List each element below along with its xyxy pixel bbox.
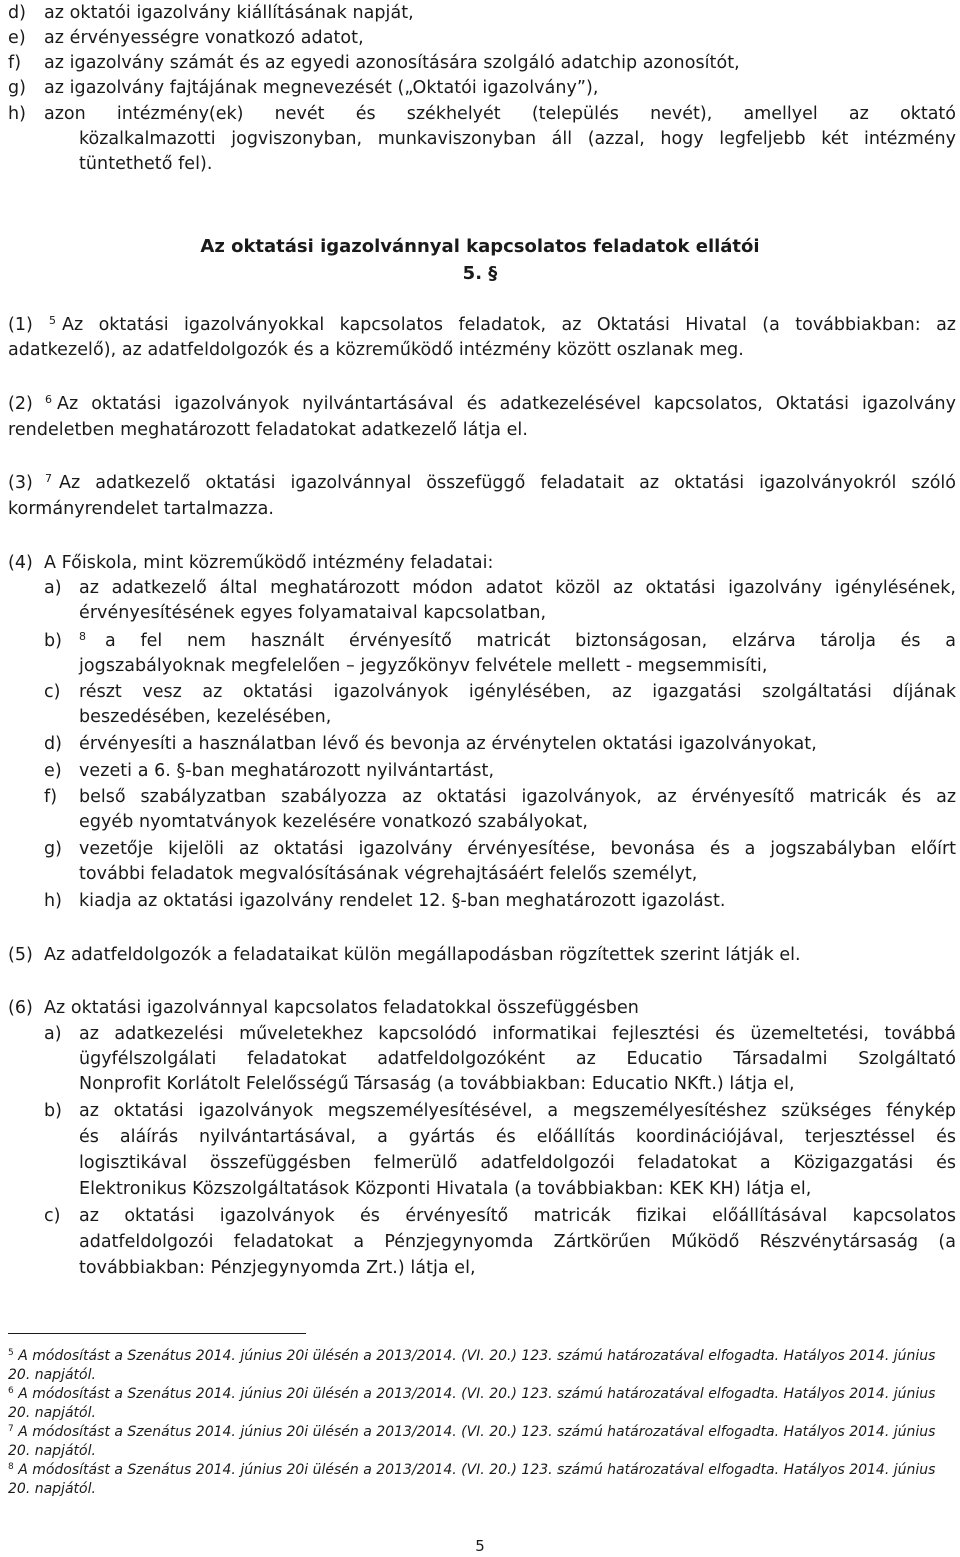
list-item-text: közalkalmazotti jogviszonyban, munkaviszonyban áll (azzal, hogy legfeljebb két intézmény [79,129,956,149]
list-item-text: az igazolvány fajtájának megnevezését („Oktatói igazolvány”), [44,78,599,98]
list-item-text: ügyfélszolgálati feladatokat adatfeldolgozóként az Educatio Társadalmi Szolgáltató [79,1049,956,1069]
list-item-text: jogszabályoknak megfelelően – jegyzőkönyv felvétele mellett - megsemmisíti, [79,656,768,676]
list-item-text: érvényesíti a használatban lévő és bevonja az érvénytelen oktatási igazolványokat, [79,734,817,754]
list-label: e) [8,28,26,48]
list-item-text: továbbiakban: Pénzjegynyomda Zrt.) látja el, [79,1258,476,1278]
list-label: f) [44,787,58,807]
list-item-text: tüntethető fel). [79,154,213,174]
list-label: b) [44,631,63,651]
list-label: b) [44,1101,63,1121]
list-label: d) [44,734,63,754]
list-label: h) [44,891,63,911]
section-number: 5. § [462,263,498,284]
paragraph-text: adatkezelő), az adatfeldolgozók és a közreműködő intézmény között oszlanak meg. [8,340,744,360]
paragraph-label: (1) [8,315,33,335]
footnote [8,1423,956,1461]
list-item-text: további feladatok megvalósításának végrehajtásáért felelős személyt, [79,864,698,884]
paragraph-text: kormányrendelet tartalmazza. [8,499,274,519]
list-label: g) [8,78,27,98]
list-item-text: az oktatási igazolványok megszemélyesítésével, a megszemélyesítéshez szükséges fénykép [79,1101,956,1121]
list-item-text: a fel nem használt érvényesítő matricát biztonságosan, elzárva tárolja és a [105,631,956,651]
list-item-text: azon intézmény(ek) nevét és székhelyét (település nevét), amellyel az oktató [44,104,956,124]
list-item-text: részt vesz az oktatási igazolványok igénylésében, az igazgatási szolgáltatási díjának [79,682,956,702]
paragraph-text: Az adatfeldolgozók a feladataikat külön megállapodásban rögzítettek szerint látják el. [44,945,801,965]
footnote-separator [8,1333,306,1334]
list-item-text: és aláírás nyilvántartásával, a gyártás és előállítás koordinációjával, terjesztéssel és [79,1127,956,1147]
paragraph-label: (2) [8,394,33,414]
paragraph-label: (6) [8,998,33,1018]
paragraph-label: (4) [8,553,33,573]
list-item-text: Elektronikus Közszolgáltatások Központi Hivatala (a továbbiakban: KEK KH) látja el, [79,1179,812,1199]
list-label: e) [44,761,62,781]
list-item-text: logisztikával összefüggésben felmerülő adatfeldolgozói feladatokat a Közigazgatási és [79,1153,956,1173]
page-number: 5 [475,1537,485,1555]
footnote-ref [79,629,86,653]
footnote [8,1385,956,1423]
paragraph-text: Az adatkezelő oktatási igazolvánnyal összefüggő feladatait az oktatási igazolványokról szóló [59,473,956,493]
paragraph-text: Az oktatási igazolványokkal kapcsolatos feladatok, az Oktatási Hivatal (a továbbiakban: az [62,315,956,335]
list-item-text: beszedésében, kezelésében, [79,707,332,727]
list-item-text: az oktatói igazolvány kiállításának napját, [44,3,414,23]
footnote-number: 8 [8,1462,14,1472]
list-item-text: az érvényességre vonatkozó adatot, [44,28,364,48]
list-item-text: adatfeldolgozói feladatokat a Pénzjegynyomda Zártkörűen Működő Részvénytársaság (a [79,1232,956,1252]
footnote-number: 7 [8,1424,14,1434]
list-label: c) [44,682,61,702]
list-label: d) [8,3,27,23]
list-item-text: az igazolvány számát és az egyedi azonosítására szolgáló adatchip azonosítót, [44,53,740,73]
list-item-text: vezetője kijelöli az oktatási igazolvány érvényesítése, bevonása és a jogszabályban előírt [79,839,956,859]
footnote-number: 5 [8,1348,14,1358]
footnote [8,1347,956,1385]
list-label: g) [44,839,63,859]
paragraph-label: (3) [8,473,33,493]
list-item-text: az adatkezelő által meghatározott módon adatot közöl az oktatási igazolvány igénylésének, [79,578,956,598]
list-item-text: vezeti a 6. §-ban meghatározott nyilvántartást, [79,761,495,781]
paragraph-text: Az oktatási igazolványok nyilvántartásával és adatkezelésével kapcsolatos, Oktatási igazolvány [57,394,956,414]
footnote-ref [45,471,52,495]
list-item-text: kiadja az oktatási igazolvány rendelet 12. §-ban meghatározott igazolást. [79,891,726,911]
list-item-text: egyéb nyomtatványok kezelésére vonatkozó szabályokat, [79,812,588,832]
footnote-marker: 6 [45,393,53,406]
list-label: h) [8,104,27,124]
footnote-text: A módosítást a Szenátus 2014. június 20i ülésén a 2013/2014. (VI. 20.) 123. számú határozatával elfogadta. Hatályos 2014. június 20. napjától. [8,1424,936,1459]
footnote-ref [49,313,56,337]
list-item-text: az adatkezelési műveletekhez kapcsolódó informatikai fejlesztési és üzemeltetési, továbbá [79,1024,956,1044]
footnote-number: 6 [8,1386,14,1396]
footnote-text: A módosítást a Szenátus 2014. június 20i ülésén a 2013/2014. (VI. 20.) 123. számú határozatával elfogadta. Hatályos 2014. június 20. napjától. [8,1386,936,1421]
list-label: a) [44,578,62,598]
footnote-ref [45,392,52,416]
paragraph-text: rendeletben meghatározott feladatokat adatkezelő látja el. [8,420,528,440]
footnote [8,1461,956,1499]
list-label: a) [44,1024,62,1044]
paragraph-intro: Az oktatási igazolvánnyal kapcsolatos feladatokkal összefüggésben [44,998,639,1018]
footnote-marker: 7 [45,472,53,485]
list-item-text: Nonprofit Korlátolt Felelősségű Társaság (a továbbiakban: Educatio NKft.) látja el, [79,1074,795,1094]
footnote-text: A módosítást a Szenátus 2014. június 20i ülésén a 2013/2014. (VI. 20.) 123. számú határozatával elfogadta. Hatályos 2014. június 20. napjától. [8,1462,936,1497]
list-item-text: érvényesítésének egyes folyamataival kapcsolatban, [79,603,547,623]
paragraph-label: (5) [8,945,33,965]
footnote-marker: 5 [49,314,57,327]
footnote-marker: 8 [79,630,87,643]
footnote-text: A módosítást a Szenátus 2014. június 20i ülésén a 2013/2014. (VI. 20.) 123. számú határozatával elfogadta. Hatályos 2014. június 20. napjától. [8,1348,936,1383]
list-label: f) [8,53,22,73]
paragraph-intro: A Főiskola, mint közreműködő intézmény feladatai: [44,553,494,573]
list-item-text: belső szabályzatban szabályozza az oktatási igazolványok, az érvényesítő matricák és az [79,787,956,807]
list-label: c) [44,1206,61,1226]
section-title: Az oktatási igazolvánnyal kapcsolatos feladatok ellátói [200,236,760,257]
list-item-text: az oktatási igazolványok és érvényesítő matricák fizikai előállításával kapcsolatos [79,1206,956,1226]
